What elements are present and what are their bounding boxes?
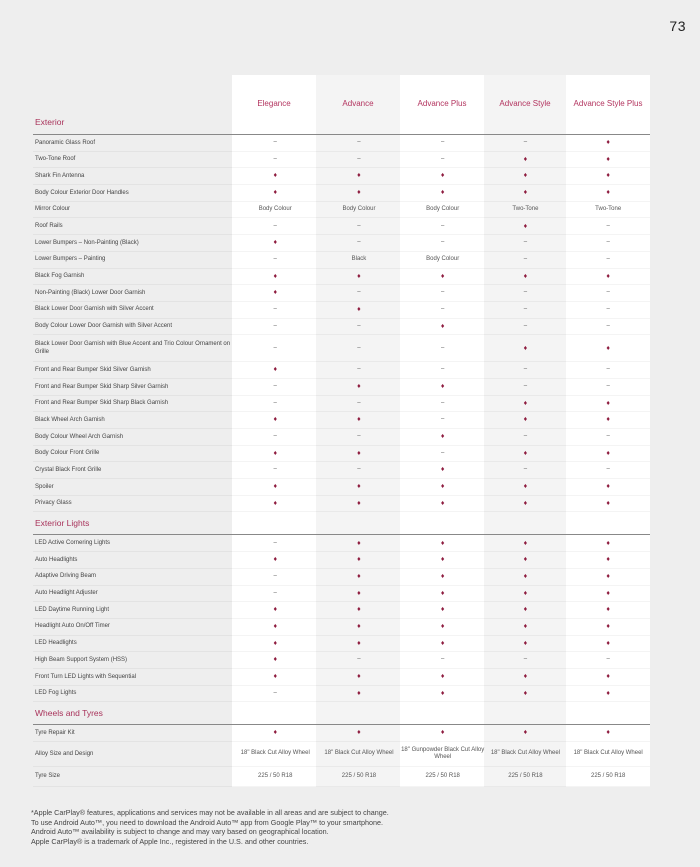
feature-label: Front and Rear Bumper Skid Sharp Silver Garnish (35, 383, 169, 390)
feature-label: Crystal Black Front Grille (35, 466, 102, 473)
standard-diamond-icon: ♦ (523, 729, 528, 737)
standard-diamond-icon: ♦ (523, 222, 528, 230)
feature-label: LED Daytime Running Light (35, 606, 110, 613)
standard-diamond-icon: ♦ (606, 399, 610, 407)
section-header (33, 512, 650, 535)
standard-diamond-icon: ♦ (440, 499, 445, 507)
feature-label: Lower Bumpers – Non-Painting (Black) (35, 239, 139, 246)
standard-diamond-icon: ♦ (440, 383, 445, 391)
feature-label: Privacy Glass (35, 500, 72, 507)
feature-value: 18" Gunpowder Black Cut Alloy Wheel (401, 746, 485, 760)
standard-diamond-icon: ♦ (357, 729, 361, 737)
standard-diamond-icon: ♦ (440, 433, 445, 441)
standard-diamond-icon: ♦ (523, 172, 528, 180)
standard-diamond-icon: ♦ (523, 556, 528, 564)
standard-diamond-icon: ♦ (357, 572, 361, 580)
not-available-dash: – (273, 589, 277, 596)
not-available-dash: – (606, 239, 610, 246)
not-available-dash: – (606, 433, 610, 440)
table-row (33, 362, 650, 379)
section-title: Exterior (35, 117, 65, 127)
standard-diamond-icon: ♦ (523, 499, 528, 507)
standard-diamond-icon: ♦ (440, 589, 445, 597)
not-available-dash: – (357, 466, 361, 473)
not-available-dash: – (441, 344, 445, 351)
feature-label: Body Colour Lower Door Garnish with Silver Accent (35, 323, 173, 330)
not-available-dash: – (523, 466, 528, 473)
standard-diamond-icon: ♦ (357, 622, 361, 630)
not-available-dash: – (523, 289, 528, 296)
model-header: Advance (342, 99, 374, 109)
not-available-dash: – (357, 222, 361, 229)
feature-value: Body Colour (258, 205, 292, 212)
not-available-dash: – (357, 322, 361, 329)
footnotes (31, 808, 389, 846)
table-row (33, 135, 650, 152)
standard-diamond-icon: ♦ (273, 729, 278, 737)
not-available-dash: – (523, 383, 528, 390)
standard-diamond-icon: ♦ (523, 399, 528, 407)
standard-diamond-icon: ♦ (523, 189, 528, 197)
standard-diamond-icon: ♦ (606, 539, 610, 547)
not-available-dash: – (357, 139, 361, 146)
standard-diamond-icon: ♦ (357, 383, 361, 391)
standard-diamond-icon: ♦ (273, 449, 278, 457)
standard-diamond-icon: ♦ (606, 483, 610, 491)
feature-label: Panoramic Glass Roof (35, 139, 96, 146)
feature-label: Front and Rear Bumper Skid Silver Garnish (35, 366, 151, 373)
not-available-dash: – (606, 466, 610, 473)
feature-label: Two-Tone Roof (35, 156, 76, 163)
standard-diamond-icon: ♦ (523, 572, 528, 580)
table-row (33, 669, 650, 686)
standard-diamond-icon: ♦ (606, 272, 610, 280)
standard-diamond-icon: ♦ (606, 689, 610, 697)
feature-label: Body Colour Exterior Door Handles (35, 189, 129, 196)
model-header: Advance Style (499, 99, 551, 109)
standard-diamond-icon: ♦ (273, 366, 278, 374)
not-available-dash: – (273, 383, 277, 390)
standard-diamond-icon: ♦ (357, 189, 361, 197)
standard-diamond-icon: ♦ (606, 556, 610, 564)
feature-label: Non-Painting (Black) Lower Door Garnish (35, 289, 146, 296)
not-available-dash: – (273, 689, 277, 696)
not-available-dash: – (273, 322, 277, 329)
standard-diamond-icon: ♦ (523, 483, 528, 491)
not-available-dash: – (357, 239, 361, 246)
feature-label: Roof Rails (35, 223, 63, 230)
table-row (33, 725, 650, 742)
table-row (33, 479, 650, 496)
table-row (33, 686, 650, 703)
not-available-dash: – (273, 305, 277, 312)
standard-diamond-icon: ♦ (440, 673, 445, 681)
standard-diamond-icon: ♦ (606, 449, 610, 457)
standard-diamond-icon: ♦ (440, 606, 445, 614)
table-row (33, 168, 650, 185)
standard-diamond-icon: ♦ (273, 416, 278, 424)
feature-label: Auto Headlights (35, 556, 78, 563)
standard-diamond-icon: ♦ (440, 689, 445, 697)
feature-label: Front and Rear Bumper Skid Sharp Black Garnish (35, 400, 169, 407)
standard-diamond-icon: ♦ (273, 172, 278, 180)
section-title: Wheels and Tyres (35, 708, 103, 719)
table-row (33, 285, 650, 302)
not-available-dash: – (273, 572, 277, 579)
standard-diamond-icon: ♦ (606, 639, 610, 647)
standard-diamond-icon: ♦ (357, 172, 361, 180)
not-available-dash: – (606, 383, 610, 390)
standard-diamond-icon: ♦ (523, 449, 528, 457)
standard-diamond-icon: ♦ (606, 622, 610, 630)
standard-diamond-icon: ♦ (606, 673, 610, 681)
feature-label: Lower Bumpers – Painting (35, 256, 106, 263)
standard-diamond-icon: ♦ (523, 639, 528, 647)
table-row (33, 235, 650, 252)
not-available-dash: – (357, 344, 361, 351)
not-available-dash: – (523, 255, 528, 262)
feature-label: LED Fog Lights (35, 690, 77, 697)
standard-diamond-icon: ♦ (523, 155, 528, 163)
standard-diamond-icon: ♦ (357, 689, 361, 697)
section-title: Exterior Lights (35, 518, 90, 529)
table-row (33, 586, 650, 603)
standard-diamond-icon: ♦ (523, 622, 528, 630)
not-available-dash: – (441, 305, 445, 312)
standard-diamond-icon: ♦ (273, 239, 278, 247)
standard-diamond-icon: ♦ (273, 289, 278, 297)
standard-diamond-icon: ♦ (606, 572, 610, 580)
feature-value: Body Colour (426, 255, 460, 262)
not-available-dash: – (523, 433, 528, 440)
standard-diamond-icon: ♦ (606, 729, 610, 737)
model-header: Advance Plus (417, 99, 467, 109)
not-available-dash: – (523, 656, 528, 663)
feature-value: Two-Tone (595, 205, 622, 212)
not-available-dash: – (273, 139, 277, 146)
table-row (33, 185, 650, 202)
not-available-dash: – (273, 433, 277, 440)
not-available-dash: – (273, 539, 277, 546)
standard-diamond-icon: ♦ (606, 589, 610, 597)
standard-diamond-icon: ♦ (523, 689, 528, 697)
table-row (33, 152, 650, 169)
table-row (33, 302, 650, 319)
not-available-dash: – (441, 222, 445, 229)
feature-label: Adaptive Driving Beam (35, 573, 97, 580)
not-available-dash: – (273, 155, 277, 162)
standard-diamond-icon: ♦ (273, 673, 278, 681)
standard-diamond-icon: ♦ (606, 606, 610, 614)
feature-label: Black Lower Door Garnish with Blue Accent and Trio Colour Ornament on Grille (35, 340, 231, 356)
feature-value: Body Colour (342, 205, 376, 212)
feature-label: Black Lower Door Garnish with Silver Accent (35, 306, 154, 313)
standard-diamond-icon: ♦ (273, 499, 278, 507)
feature-label: Tyre Size (35, 773, 61, 780)
standard-diamond-icon: ♦ (606, 499, 610, 507)
table-row (33, 412, 650, 429)
not-available-dash: – (606, 322, 610, 329)
section-header (33, 702, 650, 725)
feature-value: 18" Black Cut Alloy Wheel (490, 750, 561, 757)
not-available-dash: – (523, 305, 528, 312)
feature-value: 18" Black Cut Alloy Wheel (573, 750, 643, 757)
standard-diamond-icon: ♦ (273, 483, 278, 491)
feature-value: 225 / 50 R18 (258, 772, 293, 779)
feature-label: Body Colour Wheel Arch Garnish (35, 433, 124, 440)
standard-diamond-icon: ♦ (523, 673, 528, 681)
not-available-dash: – (273, 344, 277, 351)
table-row (33, 252, 650, 269)
feature-value: 225 / 50 R18 (341, 772, 377, 779)
not-available-dash: – (273, 466, 277, 473)
page-number: 73 (669, 18, 686, 34)
standard-diamond-icon: ♦ (440, 483, 445, 491)
standard-diamond-icon: ♦ (357, 499, 361, 507)
model-header: Elegance (257, 99, 291, 109)
footnote: Android Auto™ availability is subject to change and may vary based on geographical location. (31, 827, 329, 837)
feature-label: Headlight Auto On/Off Timer (35, 623, 110, 630)
not-available-dash: – (441, 366, 445, 373)
feature-label: Alloy Size and Design (35, 750, 94, 757)
feature-value: 225 / 50 R18 (508, 772, 543, 779)
table-row (33, 552, 650, 569)
not-available-dash: – (357, 155, 361, 162)
standard-diamond-icon: ♦ (273, 639, 278, 647)
table-row (33, 652, 650, 669)
not-available-dash: – (441, 155, 445, 162)
not-available-dash: – (606, 366, 610, 373)
feature-label: Spoiler (35, 483, 54, 490)
table-row (33, 429, 650, 446)
table-row (33, 396, 650, 413)
feature-label: Black Fog Garnish (35, 273, 85, 280)
feature-value: Black (351, 255, 367, 262)
feature-label: LED Headlights (35, 640, 77, 647)
footnote: To use Android Auto™, you need to download the Android Auto™ app from Google Play™ to your smartphone. (31, 817, 384, 827)
standard-diamond-icon: ♦ (606, 189, 610, 197)
not-available-dash: – (523, 239, 528, 246)
standard-diamond-icon: ♦ (523, 344, 528, 352)
not-available-dash: – (441, 449, 445, 456)
feature-value: 18" Black Cut Alloy Wheel (240, 750, 310, 757)
not-available-dash: – (357, 366, 361, 373)
not-available-dash: – (441, 399, 445, 406)
standard-diamond-icon: ♦ (606, 344, 610, 352)
standard-diamond-icon: ♦ (440, 572, 445, 580)
not-available-dash: – (441, 656, 445, 663)
table-row (33, 462, 650, 479)
standard-diamond-icon: ♦ (440, 729, 445, 737)
standard-diamond-icon: ♦ (523, 606, 528, 614)
standard-diamond-icon: ♦ (357, 416, 361, 424)
standard-diamond-icon: ♦ (523, 589, 528, 597)
feature-label: High Beam Support System (HSS) (35, 656, 128, 663)
table-row (33, 269, 650, 286)
footnote: *Apple CarPlay® features, applications and services may not be available in all areas and are subject to change. (31, 808, 389, 817)
standard-diamond-icon: ♦ (606, 139, 610, 147)
table-row (33, 602, 650, 619)
feature-label: Tyre Repair Kit (35, 729, 75, 736)
standard-diamond-icon: ♦ (523, 272, 528, 280)
table-row (33, 496, 650, 513)
standard-diamond-icon: ♦ (440, 172, 445, 180)
standard-diamond-icon: ♦ (440, 322, 445, 330)
not-available-dash: – (357, 656, 361, 663)
not-available-dash: – (273, 222, 277, 229)
standard-diamond-icon: ♦ (273, 556, 278, 564)
standard-diamond-icon: ♦ (357, 539, 361, 547)
standard-diamond-icon: ♦ (357, 589, 361, 597)
table-row (33, 767, 650, 787)
standard-diamond-icon: ♦ (523, 539, 528, 547)
standard-diamond-icon: ♦ (606, 172, 610, 180)
standard-diamond-icon: ♦ (606, 416, 610, 424)
not-available-dash: – (523, 366, 528, 373)
standard-diamond-icon: ♦ (440, 466, 445, 474)
not-available-dash: – (441, 139, 445, 146)
standard-diamond-icon: ♦ (440, 189, 445, 197)
standard-diamond-icon: ♦ (440, 556, 445, 564)
table-row (33, 742, 650, 767)
not-available-dash: – (606, 255, 610, 262)
standard-diamond-icon: ♦ (273, 606, 278, 614)
footnote: Apple CarPlay® is a trademark of Apple Inc., registered in the U.S. and other countries. (31, 836, 309, 846)
not-available-dash: – (606, 656, 610, 663)
standard-diamond-icon: ♦ (273, 656, 278, 664)
standard-diamond-icon: ♦ (440, 272, 445, 280)
standard-diamond-icon: ♦ (273, 189, 278, 197)
not-available-dash: – (606, 289, 610, 296)
standard-diamond-icon: ♦ (357, 272, 361, 280)
standard-diamond-icon: ♦ (440, 622, 445, 630)
feature-label: Black Wheel Arch Garnish (35, 416, 105, 423)
feature-label: Front Turn LED Lights with Sequential (35, 673, 137, 680)
not-available-dash: – (273, 255, 277, 262)
standard-diamond-icon: ♦ (357, 483, 361, 491)
table-row (33, 319, 650, 336)
standard-diamond-icon: ♦ (273, 622, 278, 630)
not-available-dash: – (441, 289, 445, 296)
table-row (33, 569, 650, 586)
standard-diamond-icon: ♦ (606, 155, 610, 163)
feature-value: 225 / 50 R18 (590, 772, 626, 779)
standard-diamond-icon: ♦ (357, 449, 361, 457)
not-available-dash: – (441, 239, 445, 246)
table-row (33, 218, 650, 235)
not-available-dash: – (523, 139, 528, 146)
feature-value: 225 / 50 R18 (425, 772, 460, 779)
table-row (33, 619, 650, 636)
not-available-dash: – (523, 322, 528, 329)
feature-label: LED Active Cornering Lights (35, 540, 111, 547)
feature-label: Mirror Colour (35, 206, 71, 213)
feature-label: Shark Fin Antenna (35, 172, 85, 179)
table-row (33, 535, 650, 552)
not-available-dash: – (357, 289, 361, 296)
section-header (33, 75, 650, 135)
model-header: Advance Style Plus (573, 99, 643, 109)
table-row (33, 202, 650, 219)
standard-diamond-icon: ♦ (357, 639, 361, 647)
table-row (33, 446, 650, 463)
not-available-dash: – (441, 416, 445, 423)
standard-diamond-icon: ♦ (523, 416, 528, 424)
standard-diamond-icon: ♦ (440, 539, 445, 547)
feature-value: Two-Tone (512, 205, 539, 212)
feature-value: 18" Black Cut Alloy Wheel (324, 750, 394, 757)
standard-diamond-icon: ♦ (273, 272, 278, 280)
feature-value: Body Colour (426, 205, 460, 212)
standard-diamond-icon: ♦ (357, 673, 361, 681)
table-row (33, 335, 650, 362)
not-available-dash: – (357, 399, 361, 406)
not-available-dash: – (606, 305, 610, 312)
table-row (33, 636, 650, 653)
feature-label: Body Colour Front Grille (35, 450, 100, 457)
not-available-dash: – (273, 399, 277, 406)
standard-diamond-icon: ♦ (357, 606, 361, 614)
not-available-dash: – (606, 222, 610, 229)
not-available-dash: – (357, 433, 361, 440)
table-row (33, 379, 650, 396)
standard-diamond-icon: ♦ (440, 639, 445, 647)
feature-label: Auto Headlight Adjuster (35, 590, 98, 597)
standard-diamond-icon: ♦ (357, 305, 361, 313)
specification-table (33, 75, 650, 787)
standard-diamond-icon: ♦ (357, 556, 361, 564)
